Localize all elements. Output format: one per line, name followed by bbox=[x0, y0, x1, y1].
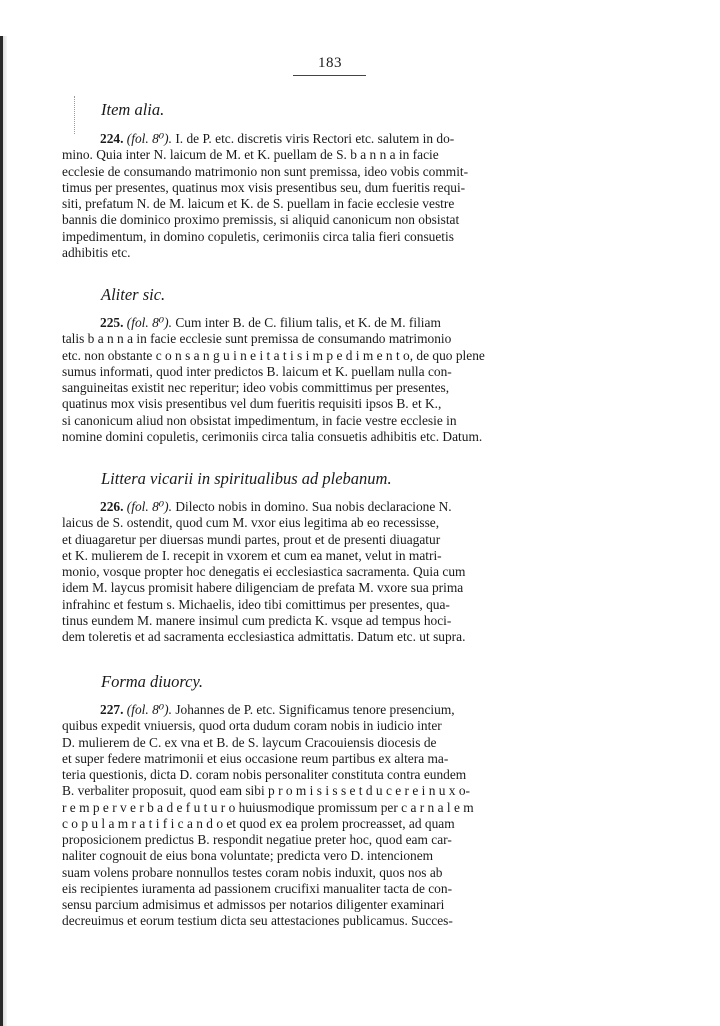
text-line: decreuimus et eorum testium dicta seu attestaciones publicamus. Succes- bbox=[62, 913, 453, 929]
text-line: eis recipientes iuramenta ad passionem crucifixi manualiter tacta de con- bbox=[62, 880, 453, 896]
text-line-first bbox=[62, 499, 586, 515]
text-line: teria questionis, dicta D. coram nobis personaliter constituta contra eundem bbox=[62, 767, 467, 782]
text-line: idem M. laycus promisit habere diligenciam de prefata M. vxore sua prima bbox=[62, 580, 464, 596]
text-line: tinus eundem M. manere insimul cum predicta K. vsque ad tempus hoci- bbox=[62, 612, 452, 628]
text-line: r e m p e r v e r b a d e f u t u r o huiusmodique promissum per c a r n a l e m bbox=[62, 799, 474, 815]
text-line: Johannes de P. etc. Significamus tenore presencium, bbox=[175, 702, 455, 717]
text-line-first bbox=[62, 702, 586, 718]
text-line: siti, prefatum N. de M. laicum et K. de S. puellam in facie ecclesie vestre bbox=[62, 196, 455, 211]
folio-reference: (fol. 8⁰). bbox=[126, 702, 172, 717]
folio-reference: (fol. 8⁰). bbox=[126, 131, 172, 146]
text-line: et super federe matrimonii et eius occasione reum partibus ex altera ma- bbox=[62, 750, 449, 766]
text-line: quatinus mox visis presentibus vel dum fueritis requisiti ipsos B. et K., bbox=[62, 396, 442, 412]
text-line-first bbox=[62, 131, 586, 147]
text-line: naliter cognouit de eius bona voluntate; predicta vero D. intencionem bbox=[62, 848, 434, 864]
text-line: impedimentum, in domino copuletis, cerimoniis circa talia fieri consuetis bbox=[62, 228, 454, 244]
text-line: sanguineitas existit nec reperitur; ideo vobis committimus per presentes, bbox=[62, 380, 450, 395]
text-line: dem toleretis et ad sacramenta ecclesiastica admittatis. Datum etc. ut supra. bbox=[62, 629, 466, 644]
section-heading: Forma diuorcy. bbox=[101, 672, 204, 691]
text-line: timus per presentes, quatinus mox visis presentibus seu, dum fueritis requi- bbox=[62, 179, 466, 195]
text-line: Cum inter B. de C. filium talis, et K. de M. filiam bbox=[175, 315, 441, 330]
page-number: 183 bbox=[318, 55, 342, 71]
text-line: talis b a n n a in facie ecclesie sunt premissa de consumando matrimonio bbox=[62, 331, 452, 347]
text-line: infrahinc et festum s. Michaelis, ideo tibi comittimus per presentes, qua- bbox=[62, 596, 450, 612]
text-line: Dilecto nobis in domino. Sua nobis declaracione N. bbox=[175, 499, 452, 514]
text-line: adhibitis etc. bbox=[62, 244, 131, 260]
text-line: etc. non obstante c o n s a n g u i n e i t a t i s i m p e d i m e n t o, de quo plene bbox=[62, 347, 485, 363]
section-heading: Littera vicarii in spiritualibus ad plebanum. bbox=[101, 469, 392, 488]
section-heading: Item alia. bbox=[101, 100, 165, 119]
text-line: ecclesie de consumando matrimonio non sunt premissa, ideo vobis commit- bbox=[62, 163, 469, 179]
text-line: quibus expedit vniuersis, quod orta dudum coram nobis in iudicio inter bbox=[62, 718, 442, 734]
section-text bbox=[62, 131, 586, 261]
text-line: proposicionem predictus B. respondit negatiue preter hoc, quod eam car- bbox=[62, 832, 452, 847]
text-line: monio, vosque propter hoc denegatis ei ecclesiastica sacramenta. Quia cum bbox=[62, 564, 466, 579]
text-line: si canonicum aliud non obsistat impedimentum, in facie vestre ecclesie in bbox=[62, 412, 457, 428]
text-line: c o p u l a m r a t i f i c a n d o et quod ex ea prolem procreasset, ad quam bbox=[62, 815, 455, 831]
section-text bbox=[62, 702, 586, 930]
section-227 bbox=[62, 670, 586, 930]
folio-reference: (fol. 8⁰). bbox=[126, 499, 172, 514]
text-line: nomine domini copuletis, cerimoniis circa talia consuetis adhibitis etc. Datum. bbox=[62, 428, 483, 444]
section-text bbox=[62, 499, 586, 645]
text-line: laicus de S. ostendit, quod cum M. vxor eius legitima ab eo recessisse, bbox=[62, 515, 440, 531]
text-line-first bbox=[62, 315, 586, 331]
text-line: I. de P. etc. discretis viris Rectori etc. salutem in do- bbox=[175, 131, 455, 146]
section-225 bbox=[62, 283, 586, 445]
text-line: suam volens probare nonnullos testes coram nobis induxit, quos nos ab bbox=[62, 864, 443, 880]
item-number: 225. bbox=[100, 315, 124, 330]
item-number: 224. bbox=[100, 131, 124, 146]
text-line: sensu parcium admisimus et admissos per notarios diligenter examinari bbox=[62, 897, 445, 912]
text-line: et diuagaretur per diuersas mundi partes, prout et de presenti diuagatur bbox=[62, 531, 441, 547]
text-line: B. verbaliter proposuit, quod eam sibi p r o m i s i s s e t d u c e r e i n u x o- bbox=[62, 783, 470, 799]
section-text bbox=[62, 315, 586, 445]
item-number: 227. bbox=[100, 702, 124, 717]
text-line: sumus informati, quod inter predictos B. laicum et K. puellam nulla con- bbox=[62, 363, 452, 379]
page-number-rule bbox=[293, 75, 366, 76]
text-line: bannis die dominico proximo premissis, si aliquid canonicum non obsistat bbox=[62, 212, 460, 228]
section-226 bbox=[62, 467, 586, 645]
text-line: mino. Quia inter N. laicum de M. et K. puellam de S. b a n n a in facie bbox=[62, 147, 439, 163]
section-224 bbox=[62, 98, 586, 261]
text-line: D. mulierem de C. ex vna et B. de S. laycum Cracouiensis diocesis de bbox=[62, 734, 437, 750]
item-number: 226. bbox=[100, 499, 124, 514]
folio-reference: (fol. 8⁰). bbox=[126, 315, 172, 330]
text-line: et K. mulierem de I. recepit in vxorem et cum ea manet, velut in matri- bbox=[62, 547, 442, 563]
binding-edge bbox=[0, 36, 7, 1026]
section-heading: Aliter sic. bbox=[101, 285, 166, 304]
